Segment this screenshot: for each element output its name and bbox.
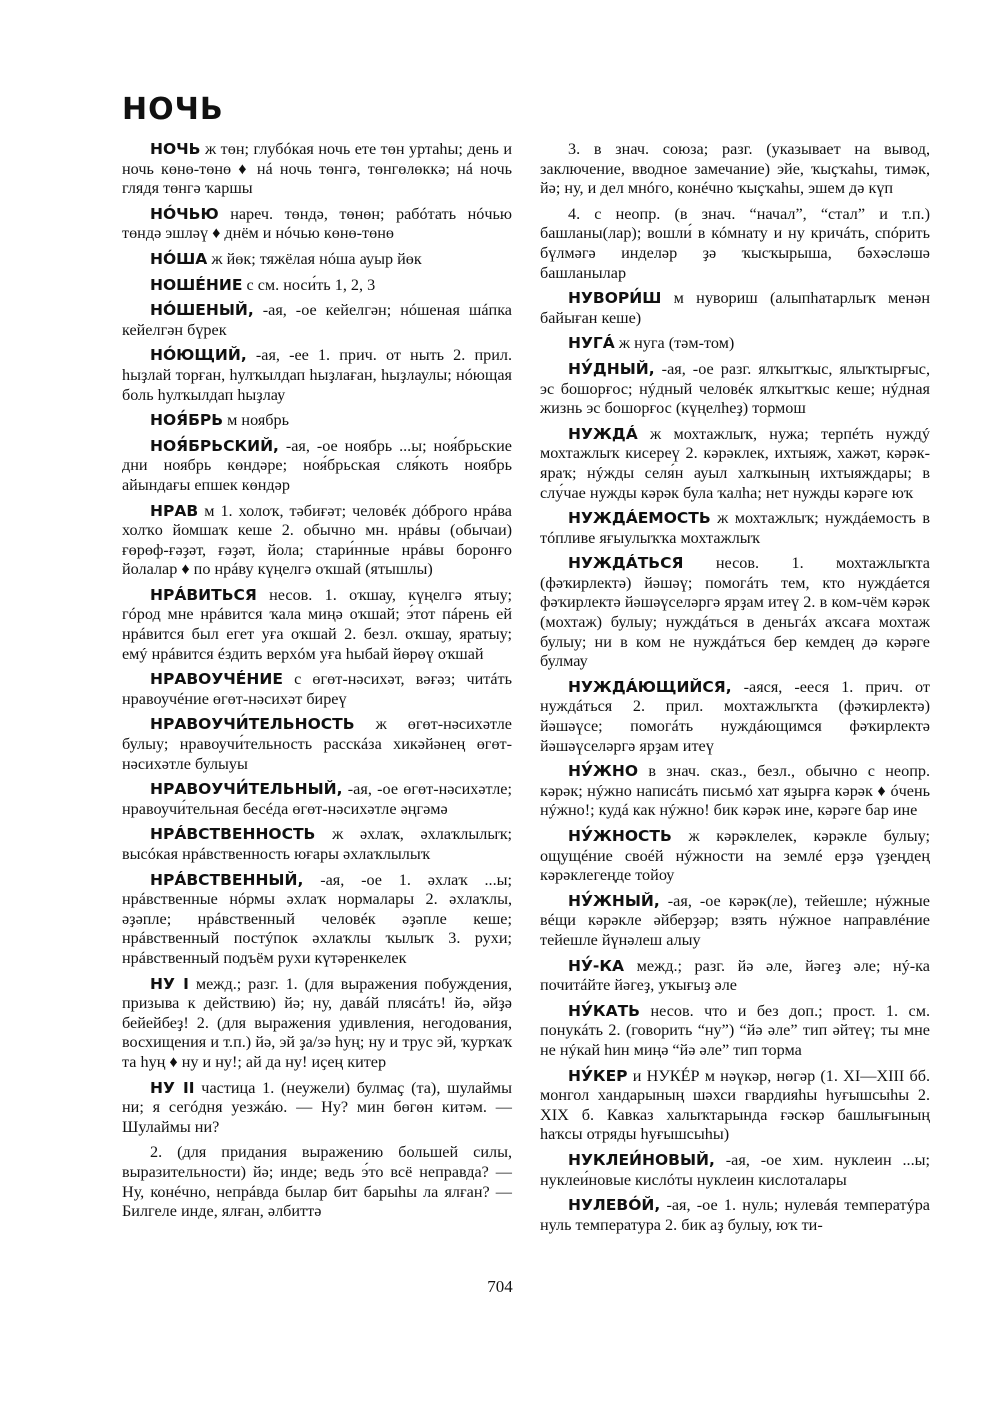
entry-definition: с өгөт-нәсихәт, вәғәз; читáть нравоучéние өгөт-нәсихәт биреү xyxy=(122,670,512,708)
entry-definition: -ая, -ое өгөт-нәсихәтле; нравоучи́тельная бесéда өгөт-нәсихәтле әңгәмә xyxy=(122,780,512,818)
entry-headword: НОШÉНИЕ xyxy=(150,275,243,294)
entry-definition: -ая, -ое кәрәк(ле), тейешле; нýжные вéщи кәрәкле әйберҙәр; взять нýжное направлéние тейешле йүнәлеш алыу xyxy=(540,891,930,949)
entry-headword: НУЖДÁТЬСЯ xyxy=(568,554,684,573)
entry-headword: НУКЛЕИ́НОВЫЙ, xyxy=(568,1150,715,1169)
dictionary-entry xyxy=(122,301,512,340)
dictionary-entry xyxy=(540,1002,930,1061)
entry-headword: НУ I xyxy=(150,974,189,993)
entry-definition: межд.; разг. йә әле, йәгеҙ әле; нý-ка почитáйте йәгеҙ, уҡығыҙ әле xyxy=(540,956,930,995)
page-header: НОЧЬ xyxy=(122,92,224,127)
dictionary-entry xyxy=(122,437,512,496)
dictionary-entry xyxy=(122,140,512,199)
dictionary-entry xyxy=(540,1067,930,1145)
entry-headword: НУЖДÁЕМОСТЬ xyxy=(568,509,711,528)
entry-definition: с см. носи́ть 1, 2, 3 xyxy=(242,275,376,294)
entry-headword: НÓЮЩИЙ, xyxy=(150,346,247,365)
entry-headword: НРÁВИТЬСЯ xyxy=(150,585,257,604)
dictionary-entry xyxy=(122,1079,512,1138)
dictionary-entry xyxy=(540,892,930,951)
dictionary-entry xyxy=(540,509,930,548)
entry-headword: НУ́-КА xyxy=(568,956,625,975)
entry-definition: ж йөк; тяжёлая нóша ауыр йөк xyxy=(207,249,422,268)
entry-headword: НУВОРИ́Ш xyxy=(568,289,662,308)
dictionary-entry xyxy=(540,827,930,886)
entry-headword: НУЖДÁЮЩИЙСЯ, xyxy=(568,677,732,696)
dictionary-entry xyxy=(540,678,930,756)
dictionary-entry xyxy=(122,670,512,709)
entry-headword: НУ́ЖНЫЙ, xyxy=(568,891,660,910)
entry-definition: ж өгөт-нәсихәтле булыу; нравоучи́тельность расскáза хикәйәнең өгөт-нәсихәтле булыуы xyxy=(122,715,512,773)
dictionary-entry xyxy=(122,586,512,664)
entry-headword: НÓЧЬЮ xyxy=(150,204,219,223)
entry-definition: м нувориш (алыпһатарлыҡ менән байыған кеше) xyxy=(540,289,930,327)
entry-definition: -ая, -ое кейелгән; нóшеная шáпка кейелгән бүрек xyxy=(122,301,512,339)
entry-definition: несов. что и без доп.; прост. 1. см. понукáть 2. (говорить “ну”) “йә әле” тип әйтеү; ты мне не нýкай һин миңә “йә әле” тип торма xyxy=(540,1001,930,1059)
entry-definition: -аяся, -ееся 1. прич. от нуждáться 2. прил. мохтажлыҡта (фәҡирлектә) йәшәүсе; помогáть нуждáющимся фәҡирлектә йәшәүселәргә ярҙам итеү xyxy=(540,677,930,755)
entry-definition: ж мохтажлыҡ, нужа; терпéть нуждý мохтажлыҡ кисереү 2. кәрәклек, ихтыяж, хажәт, кәрәк-яраҡ; нýжды селя́н ауыл халҡының ихтыяждары; в слу́чае нужды кәрәк була ҡалһа; нет нужды кәрәге юҡ xyxy=(540,424,930,502)
right-column xyxy=(540,140,930,1241)
entry-definition: ж нуга (тәм-том) xyxy=(614,334,735,353)
left-column xyxy=(122,140,512,1228)
dictionary-entry xyxy=(122,276,512,296)
dictionary-entry xyxy=(540,425,930,503)
dictionary-entry xyxy=(122,205,512,244)
entry-headword: НРÁВСТВЕННЫЙ, xyxy=(150,870,304,889)
entry-headword: НУ II xyxy=(150,1078,195,1097)
entry-headword: НУ́ЖНОСТЬ xyxy=(568,827,672,845)
dictionary-entry xyxy=(122,346,512,405)
entry-definition: нареч. төндә, төнөн; рабóтать нóчью төндә эшләү ♦ днём и нóчью көнө-төнө xyxy=(122,204,512,243)
entry-definition: несов. 1. мохтажлыҡта (фәҡирлектә) йәшәү; помогáть тем, кто нуждáется фәҡирлектә йәшәүселәргә ярҙам итеү 2. в ком-чём кәрәк (мохтаж) булыу; нуждáться в деньгáх аҡсаға мохтаж булыу; ни в ком не нуждáться бер кемдең дә кәрәге булмау xyxy=(540,554,930,671)
entry-headword: НОЯ́БРЬСКИЙ, xyxy=(150,436,279,455)
entry-definition: ж төн; глубóкая ночь ете төн уртаһы; день и ночь көнө-төнө ♦ нá ночь төнгә, төнгөлөккә; нá ночь глядя төнгә ҡаршы xyxy=(122,140,512,198)
entry-definition: м 1. холоҡ, тәбиғәт; человéк дóброго нрáва холҡо йомшаҡ кеше 2. обычно мн. нрáвы (обычаи) ғөрөф-ғәҙәт, ғәҙәт, йола; стари́нные нрáвы боронғо йолалар ♦ по нрáву күңелгә оҡшай (ятышлы) xyxy=(122,501,512,579)
entry-headword: НУГÁ xyxy=(568,334,615,353)
dictionary-entry xyxy=(540,334,930,354)
entry-headword: НУ́ЖНО xyxy=(568,762,639,781)
entry-headword: НУ́КАТЬ xyxy=(568,1001,640,1020)
dictionary-entry xyxy=(122,871,512,969)
dictionary-entry xyxy=(540,554,930,672)
entry-definition: несов. 1. оҡшау, күңелгә ятыу; гóрод мне нрáвится ҡала миңә оҡшай; э́тот пáрень ей нрáвится был егет уға оҡшай 2. безл. оҡшау, яратыу; емý нрáвится éздить верхóм уға һыбай йөрөү оҡшай xyxy=(122,585,512,663)
dictionary-entry xyxy=(540,205,930,283)
dictionary-entry xyxy=(122,825,512,864)
entry-headword: НУЖДÁ xyxy=(568,424,638,443)
entry-definition: м ноябрь xyxy=(223,411,290,430)
dictionary-entry xyxy=(540,762,930,821)
dictionary-entry xyxy=(122,1143,512,1221)
dictionary-entry xyxy=(122,502,512,580)
dictionary-entry xyxy=(540,1196,930,1235)
entry-headword: НРАВОУЧИ́ТЕЛЬНОСТЬ xyxy=(150,715,355,734)
entry-definition: ж мохтажлыҡ; нуждáемость в тóпливе яғыулыҡҡа мохтажлыҡ xyxy=(540,509,930,547)
entry-definition: частица 1. (неужели) булмаҫ (та), шулаймы ни; я сегóдня уезжáю. — Ну? мин бөгөн китәм. — Шулаймы ни? xyxy=(122,1078,513,1136)
dictionary-entry xyxy=(122,411,512,431)
entry-headword: НУ́ДНЫЙ, xyxy=(568,359,655,378)
entry-headword: НРАВОУЧÉНИЕ xyxy=(150,670,283,689)
dictionary-entry xyxy=(122,250,512,270)
dictionary-entry xyxy=(540,957,930,996)
entry-headword: НРАВ xyxy=(150,501,199,520)
entry-definition: -ая, -ое 1. әхлаҡ ...ы; нрáвственные нóрмы әхлаҡ нормалары 2. әхлаҡлы, әҙәпле; нрáвственный человéк әҙәпле кеше; нрáвственный постýпок әхлаҡлы ҡылыҡ 3. рухи; нрáвственный подъём рухи күтәренкелек xyxy=(122,870,512,967)
dictionary-entry xyxy=(540,140,930,199)
entry-definition: межд.; разг. 1. (для выражения побуждения, призыва к действию) йә; ну, давáй плясáть! йә, әйҙә бейейбеҙ! 2. (для выражения удивления, негодования, восхищения и т.п.) йә, эй ҙа/зә һуң; ну и трус эй, ҡурҡаҡ та һуң ♦ ну и ну!; ай да ну! иҫең китер xyxy=(122,974,512,1071)
page-number: 704 xyxy=(487,1277,513,1296)
entry-definition: 3. в знач. союза; разг. (указывает на вывод, заключение, вводное замечание) эйе, ҡыҫҡаһы, тимәк, йә; ну, и дел мнóго, конéчно ҡыҫҡаһы, эшем дә күп xyxy=(540,140,930,198)
entry-definition: ж әхлаҡ, әхлаҡлылыҡ; высóкая нрáвственность юғары әхлаҡлылыҡ xyxy=(122,825,512,863)
dictionary-entry xyxy=(122,975,512,1073)
dictionary-entry xyxy=(540,360,930,419)
entry-headword: НÓША xyxy=(150,249,208,268)
entry-definition: -ая, -ое ноябрь ...ы; ноя́брьские дни ноябрь көндәре; ноя́брьская сля́коть ноябрь айындағы епшек көндәр xyxy=(122,436,512,494)
dictionary-entry xyxy=(122,780,512,819)
entry-definition: 2. (для придания выражению большей силы, выразительности) йә; инде; ведь э́то всё неправда? — Ну, конéчно, непрáвда былар бит барыһы ла ялған? — Билгеле инде, ялған, әлбиттә xyxy=(122,1143,512,1221)
entry-headword: НÓШЕНЫЙ, xyxy=(150,301,254,320)
dictionary-entry xyxy=(540,1151,930,1190)
entry-headword: НУЛЕВÓЙ, xyxy=(568,1196,661,1215)
entry-definition: -ая, -ое хим. нуклеин ...ы; нуклеи́новые кислóты нуклеин кислоталары xyxy=(540,1150,930,1189)
entry-headword: НОЯ́БРЬ xyxy=(150,411,224,430)
entry-headword: НОЧЬ xyxy=(150,140,201,158)
entry-definition: -ая, -ое разг. ялҡытҡыс, ялыҡтырғыс, эс бошорғос; нýдный человéк ялҡытҡыс кеше; нýдная жизнь эс бошорғос (күңелһеҙ) тормош xyxy=(540,359,930,418)
entry-definition: ж кәрәклелек, кәрәкле булыу; ощущéние своéй нýжности на землé ерҙә үҙеңдең кәрәклегеңде тойоу xyxy=(540,827,930,885)
entry-definition: -ая, -ее 1. прич. от ныть 2. прил. һыҙлай торған, һулҡылдап һыҙлаған, һыҙлаулы; нóющая боль һулҡылдап һыҙлау xyxy=(122,346,512,404)
entry-headword: НРАВОУЧИ́ТЕЛЬНЫЙ, xyxy=(150,780,343,799)
entry-definition: в знач. сказ., безл., обычно с неопр. кәрәк; нýжно написáть письмó хат яҙырға кәрәк ♦ óчень нýжно!; кудá как нýжно! бик кәрәк ине, кәрәге бар ине xyxy=(540,762,930,820)
entry-definition: 4. с неопр. (в знач. “начал”, “стал” и т.п.) башланы(лар); вошли́ в кóмнату и ну кричáть, спóрить бүлмәгә инделәр ҙә ҡысҡырыша, бәхәсләшә башланылар xyxy=(540,204,930,282)
entry-headword: НРÁВСТВЕННОСТЬ xyxy=(150,825,316,844)
dictionary-entry xyxy=(540,289,930,328)
entry-headword: НУ́КЕР xyxy=(568,1066,628,1085)
entry-definition: и НУКÉР м нәүкәр, нөгәр (1. XI—XIII бб. монгол хандарының шәхси гвардияһы һуғышсыһы 2. XIX б. Кавказ халыҡтарында ғәскәр башлығының һаҡсы отряды һуғышсыһы) xyxy=(540,1066,930,1144)
entry-definition: -ая, -ое 1. нуль; нулевáя температýра нуль температура 2. бик аҙ булыу, юҡ ти- xyxy=(540,1196,930,1234)
dictionary-entry xyxy=(122,715,512,774)
